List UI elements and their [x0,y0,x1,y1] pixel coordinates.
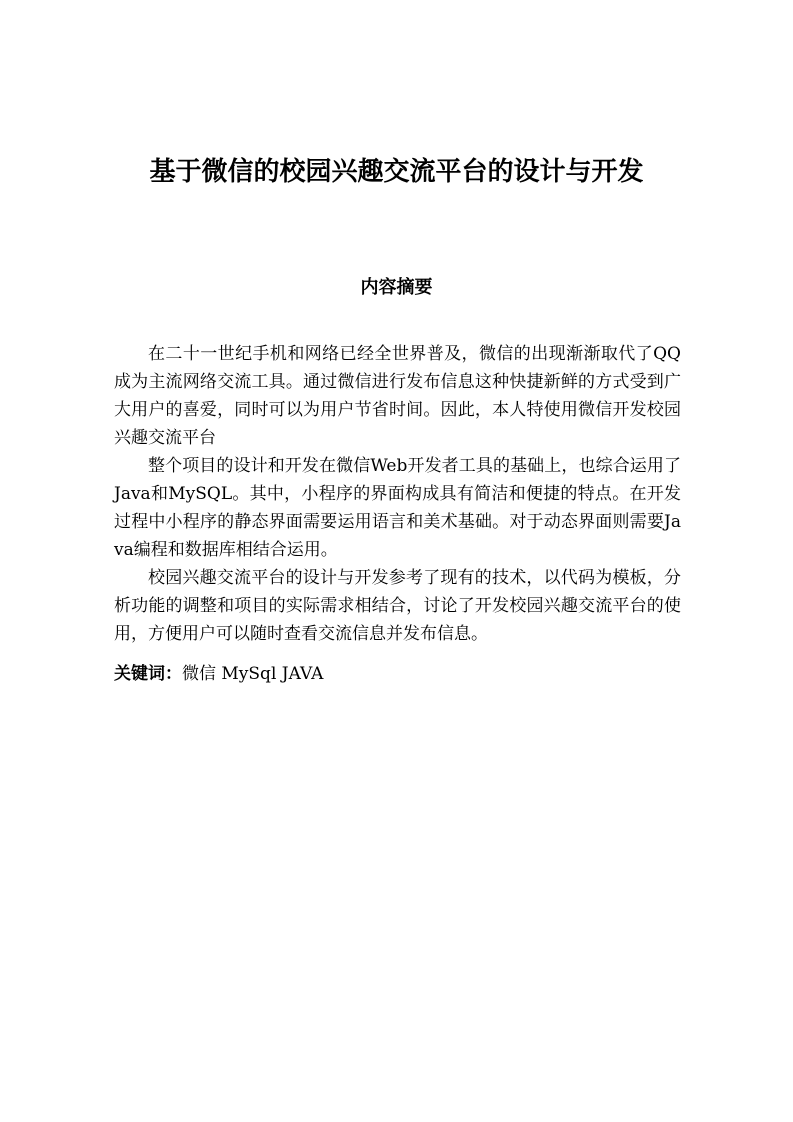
keywords-value: 微信 MySql JAVA [182,664,324,684]
abstract-paragraph-3: 校园兴趣交流平台的设计与开发参考了现有的技术，以代码为模板，分析功能的调整和项目的实际需求相结合，讨论了开发校园兴趣交流平台的使用，方便用户可以随时查看交流信息并发布信息。 [114,568,681,644]
abstract-body [114,340,681,648]
document-title: 基于微信的校园兴趣交流平台的设计与开发 [149,157,644,187]
abstract-paragraph-2: 整个项目的设计和开发在微信Web开发者工具的基础上，也综合运用了Java和MySQL。其中，小程序的界面构成具有简洁和便捷的特点。在开发过程中小程序的静态界面需要运用语言和美术基础。对于动态界面则需要Java编程和数据库相结合运用。 [114,456,681,560]
abstract-heading: 内容摘要 [360,277,433,298]
abstract-paragraph-1: 在二十一世纪手机和网络已经全世界普及，微信的出现渐渐取代了QQ成为主流网络交流工具。通过微信进行发布信息这种快捷新鲜的方式受到广大用户的喜爱，同时可以为用户节省时间。因此，本人特使用微信开发校园兴趣交流平台 [114,344,681,448]
keywords-label: 关键词： [114,664,182,684]
keywords-line [114,660,681,688]
